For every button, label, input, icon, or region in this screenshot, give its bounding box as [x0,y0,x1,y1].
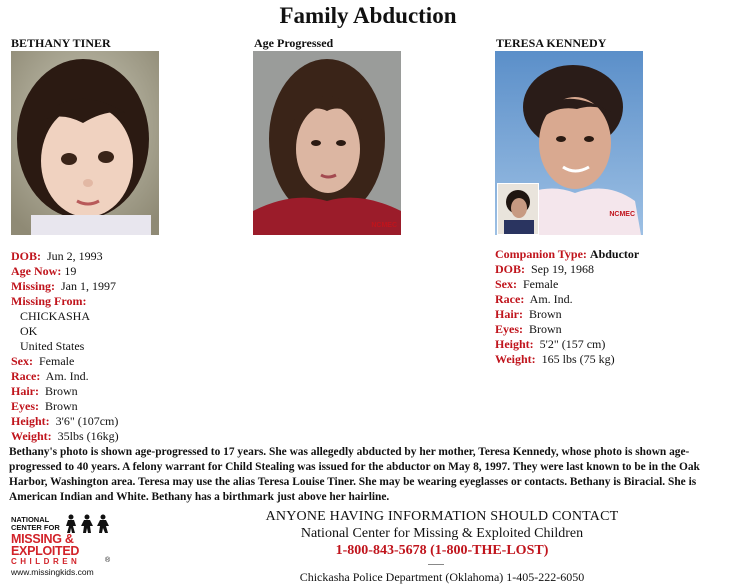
companion-type-row [495,247,639,262]
companion-sex-row [495,277,639,292]
logo-children: CHILDREN [11,557,81,566]
companion-height-label: Height: [495,337,534,351]
companion-inset-photo [497,183,539,235]
companion-watermark: NCMEC [609,211,635,218]
dob-value: Jun 2, 1993 [47,249,103,263]
age-now-value: 19 [64,264,77,278]
location-city: CHICKASHA [20,309,91,323]
companion-sex-label: Sex: [495,277,517,291]
companion-dob-label: DOB: [495,262,525,276]
child-eyes-row [11,399,119,414]
poster-title: Family Abduction [279,3,457,28]
child-dob-row [11,249,119,264]
child-photo [11,51,159,235]
missing-label: Missing: [11,279,56,293]
child-missing-from-row [11,294,119,309]
child-race-row [11,369,119,384]
companion-hair-label: Hair: [495,307,523,321]
child-name-heading: BETHANY TINER [11,36,111,50]
height-label: Height: [11,414,50,428]
age-progressed-watermark: NCMEC [371,222,397,229]
race-label: Race: [11,369,41,383]
companion-sex-value: Female [523,277,559,291]
hair-label: Hair: [11,384,39,398]
child-sex-row [11,354,119,369]
child-height-row [11,414,119,429]
children-figures-icon [63,514,119,534]
age-progressed-photo [253,51,401,235]
missing-value: Jan 1, 1997 [61,279,117,293]
eyes-value: Brown [45,399,78,413]
logo-registered: ® [105,557,111,564]
case-description: Bethany's photo is shown age-progressed to 17 years. She was allegedly abducted by her mother, Teresa Kennedy, whose photo is shown age-progressed to 40 years. A felony warrant for Child Stealing was issued for the abductor on May 8, 1997. They were last known to be in the Oak Harbor, Washington area. Teresa may use the alias Teresa Louise Tiner. She may be wearing eyeglasses or contacts. Bethany is Biracial. She is American Indian and White. Bethany has a birthmark just above her hairline. [9,446,700,503]
contact-org: National Center for Missing & Exploited Children [300,526,584,541]
companion-weight-row [495,352,639,367]
child-weight-row [11,429,119,444]
companion-dob-value: Sep 19, 1968 [531,262,594,276]
companion-eyes-label: Eyes: [495,322,523,336]
weight-label: Weight: [11,429,52,443]
companion-details [495,247,639,367]
contact-heading: ANYONE HAVING INFORMATION SHOULD CONTACT [265,509,619,524]
age-now-label: Age Now: [11,264,62,278]
age-progressed-heading: Age Progressed [254,36,334,50]
logo-exploited: EXPLOITED [11,544,80,558]
child-details [11,249,119,444]
height-value: 3'6" (107cm) [55,414,119,428]
child-hair-row [11,384,119,399]
child-missing-row [11,279,119,294]
companion-type-label: Companion Type: [495,247,587,261]
location-country: United States [20,339,85,353]
companion-hair-row [495,307,639,322]
logo-url: www.missingkids.com [11,567,94,577]
missing-from-label: Missing From: [11,294,87,308]
companion-height-row [495,337,639,352]
sex-value: Female [39,354,75,368]
eyes-label: Eyes: [11,399,39,413]
ncmec-logo [11,514,121,584]
companion-eyes-value: Brown [529,322,562,336]
hair-value: Brown [45,384,78,398]
race-value: Am. Ind. [45,369,89,383]
companion-eyes-row [495,322,639,337]
logo-missing: MISSING & [11,532,74,546]
companion-weight-value: 165 lbs (75 kg) [541,352,615,366]
companion-height-value: 5'2" (157 cm) [539,337,606,351]
companion-dob-row [495,262,639,277]
weight-value: 35lbs (16kg) [57,429,119,443]
companion-weight-label: Weight: [495,352,536,366]
companion-race-row [495,292,639,307]
contact-separator [428,564,444,565]
companion-photo [495,51,643,235]
logo-center-for: CENTER FOR [11,523,60,532]
companion-type-value: Abductor [589,247,640,261]
companion-race-value: Am. Ind. [529,292,573,306]
location-state: OK [20,324,38,338]
sex-label: Sex: [11,354,33,368]
dob-label: DOB: [11,249,41,263]
child-age-row [11,264,119,279]
companion-name-heading: TERESA KENNEDY [496,36,607,50]
companion-hair-value: Brown [529,307,562,321]
police-contact: Chickasha Police Department (Oklahoma) 1-405-222-6050 [299,570,585,584]
hotline-number: 1-800-843-5678 (1-800-THE-LOST) [335,543,549,558]
logo-national: NATIONAL [11,515,50,524]
companion-race-label: Race: [495,292,525,306]
